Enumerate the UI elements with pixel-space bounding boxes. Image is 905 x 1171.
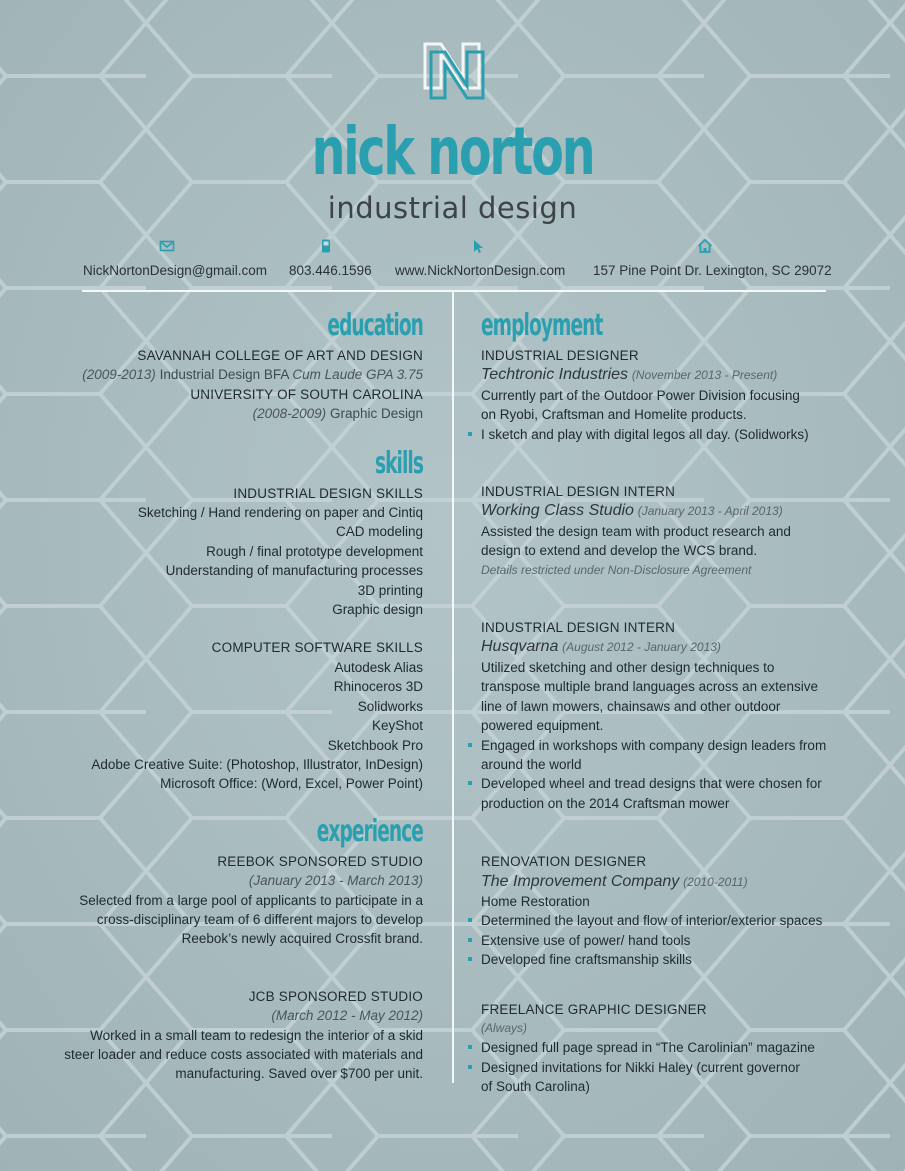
- skill-item: KeyShot: [371, 718, 423, 734]
- job-company: Husqvarna: [481, 638, 559, 656]
- candidate-tagline: industrial design: [327, 191, 578, 225]
- job-bullet: Developed fine craftsmanship skills: [481, 950, 841, 969]
- job-note: Details restricted under Non-Disclosure Agreement: [481, 562, 752, 577]
- contact-email[interactable]: NickNortonDesign@gmail.com: [83, 263, 268, 278]
- candidate-name: nick norton: [311, 113, 594, 190]
- header-rule: [82, 290, 826, 292]
- job-company-line: [481, 365, 841, 385]
- job-bullet-continued: around the world: [481, 756, 582, 772]
- job-role: RENOVATION DESIGNER: [481, 854, 647, 870]
- skill-item: Solidworks: [357, 698, 423, 714]
- school-dates: (2009-2013): [82, 367, 156, 383]
- experience-line: cross-disciplinary team of 6 different majors to develop: [96, 911, 423, 927]
- experience-line: Selected from a large pool of applicants to participate in a: [79, 892, 423, 908]
- right-column: [481, 306, 841, 1097]
- school-name: UNIVERSITY OF SOUTH CAROLINA: [190, 386, 423, 402]
- contact-address: 157 Pine Point Dr. Lexington, SC 29072: [593, 263, 832, 278]
- employment-title: employment: [481, 308, 603, 343]
- school-honor: Cum Laude GPA 3.75: [292, 367, 423, 383]
- experience-heading: REEBOK SPONSORED STUDIO: [217, 853, 423, 869]
- job-line: Home Restoration: [481, 893, 590, 909]
- envelope-icon: [159, 238, 175, 254]
- job-company-line: [481, 501, 841, 521]
- job-bullet: I sketch and play with digital legos all day. (Solidworks): [481, 425, 841, 444]
- experience-line: Reebok’s newly acquired Crossfit brand.: [181, 931, 423, 947]
- skill-item: Rough / final prototype development: [206, 543, 423, 559]
- job-company: Techtronic Industries: [481, 366, 629, 384]
- job-line: Utilized sketching and other design techniques to: [481, 659, 775, 675]
- skill-item: 3D printing: [357, 582, 423, 598]
- skill-group-title: COMPUTER SOFTWARE SKILLS: [211, 640, 423, 656]
- experience-dates: (March 2012 - May 2012): [271, 1008, 423, 1024]
- school-name: SAVANNAH COLLEGE OF ART AND DESIGN: [137, 348, 423, 363]
- job-bullet: Designed full page spread in “The Carolinian” magazine: [481, 1038, 841, 1057]
- home-icon: [697, 238, 713, 254]
- job-dates: (August 2012 - January 2013): [562, 640, 721, 655]
- experience-line: Worked in a small team to redesign the interior of a skid: [90, 1027, 423, 1043]
- job-company: The Improvement Company: [481, 872, 680, 890]
- job-line: Assisted the design team with product research and: [481, 523, 791, 539]
- skill-item: Microsoft Office: (Word, Excel, Power Point): [160, 776, 423, 792]
- experience-dates: (January 2013 - March 2013): [248, 873, 423, 889]
- nn-logo-mark: [417, 38, 487, 104]
- job-dates: (November 2013 - Present): [631, 368, 778, 383]
- skill-item: CAD modeling: [335, 524, 423, 540]
- skill-group-title: INDUSTRIAL DESIGN SKILLS: [233, 485, 423, 501]
- skill-item: Sketching / Hand rendering on paper and Cintiq: [137, 505, 423, 521]
- education-title: education: [327, 308, 423, 343]
- job-dates: (Always): [481, 1020, 528, 1035]
- job-bullet-continued: production on the 2014 Craftsman mower: [481, 795, 730, 811]
- experience-line: manufacturing. Saved over $700 per unit.: [175, 1066, 423, 1082]
- contact-phone[interactable]: 803.446.1596: [289, 263, 372, 278]
- job-bullet: Determined the layout and flow of interior/exterior spaces: [481, 911, 841, 930]
- experience-heading: JCB SPONSORED STUDIO: [248, 988, 423, 1004]
- job-company: Working Class Studio: [481, 502, 634, 520]
- job-bullet: Developed wheel and tread designs that were chosen for: [481, 774, 841, 793]
- job-role: FREELANCE GRAPHIC DESIGNER: [481, 1001, 707, 1017]
- cursor-icon: [470, 238, 486, 254]
- job-line: line of lawn mowers, chainsaws and other outdoor: [481, 698, 781, 714]
- job-role: INDUSTRIAL DESIGN INTERN: [481, 620, 676, 636]
- job-company-line: [481, 637, 841, 657]
- job-dates: (2010-2011): [683, 874, 748, 889]
- job-line: on Ryobi, Craftsman and Homelite products.: [481, 407, 747, 423]
- job-company-line: [481, 872, 841, 892]
- job-line: transpose multiple brand languages across an extensive: [481, 679, 818, 695]
- school-details: [40, 365, 423, 384]
- school-dates: (2008-2009): [252, 406, 327, 422]
- skill-item: Rhinoceros 3D: [333, 679, 423, 695]
- job-role: INDUSTRIAL DESIGN INTERN: [481, 484, 676, 500]
- job-line: powered equipment.: [481, 718, 604, 734]
- job-bullet-continued: of South Carolina): [481, 1079, 590, 1095]
- skill-item: Graphic design: [332, 602, 423, 618]
- school-details: [40, 404, 423, 423]
- job-role: INDUSTRIAL DESIGNER: [481, 348, 639, 363]
- job-line: Currently part of the Outdoor Power Division focusing: [481, 387, 800, 403]
- job-bullet: Extensive use of power/ hand tools: [481, 931, 841, 950]
- skill-item: Sketchbook Pro: [327, 737, 423, 753]
- job-bullet: Engaged in workshops with company design leaders from: [481, 736, 841, 755]
- skills-title: skills: [374, 445, 423, 481]
- job-dates: (January 2013 - April 2013): [637, 504, 783, 519]
- skill-item: Autodesk Alias: [334, 659, 423, 675]
- school-degree: Industrial Design BFA: [159, 367, 289, 383]
- column-divider: [452, 291, 454, 1083]
- left-column: [40, 306, 423, 1084]
- experience-title: experience: [316, 813, 423, 849]
- experience-line: steer loader and reduce costs associated with materials and: [64, 1046, 423, 1062]
- contact-website[interactable]: www.NickNortonDesign.com: [395, 263, 566, 278]
- school-degree: Graphic Design: [329, 406, 423, 422]
- job-line: design to extend and develop the WCS brand.: [481, 543, 758, 559]
- skill-item: Understanding of manufacturing processes: [165, 563, 423, 579]
- job-bullet: Designed invitations for Nikki Haley (current governor: [481, 1058, 841, 1077]
- phone-icon: [318, 238, 334, 254]
- skill-item: Adobe Creative Suite: (Photoshop, Illustrator, InDesign): [91, 756, 423, 772]
